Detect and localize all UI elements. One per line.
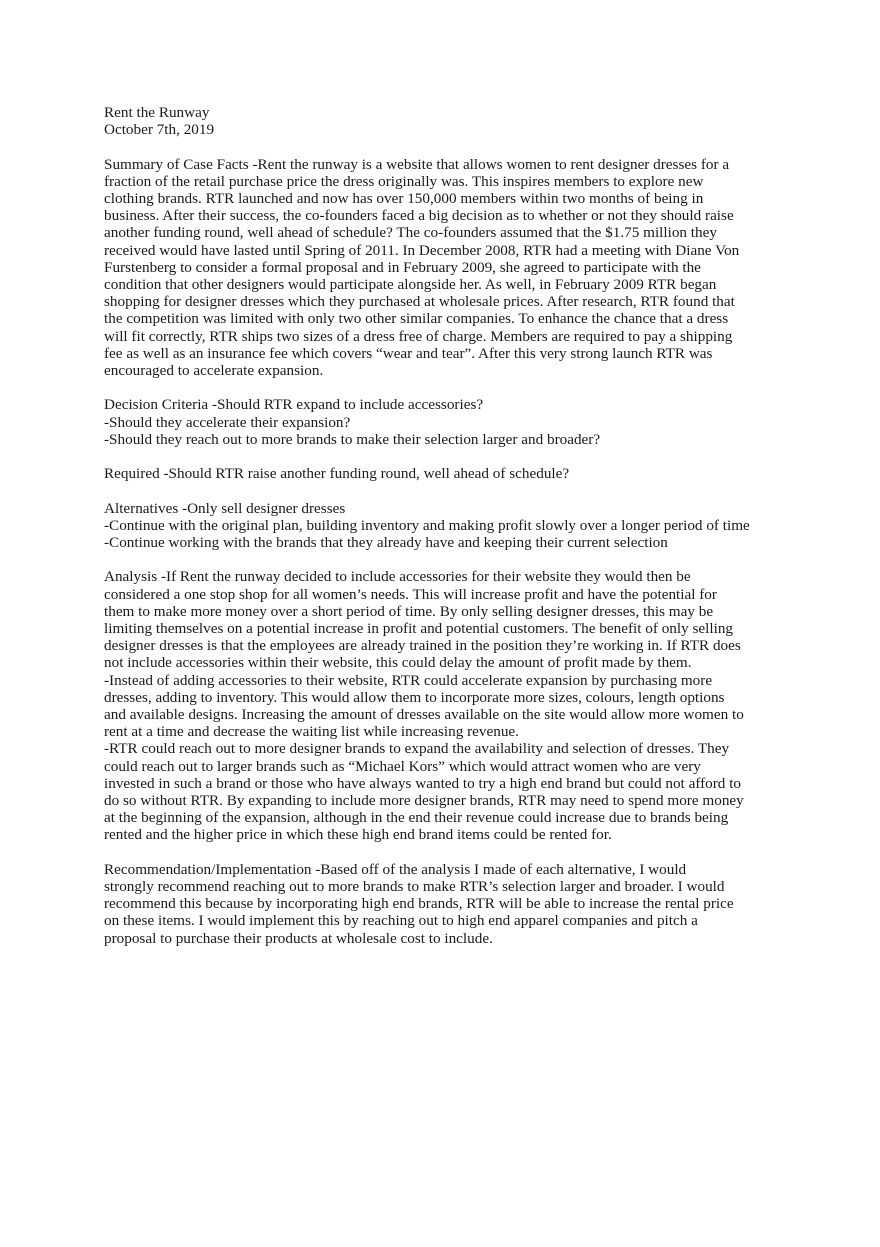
section-summary-of-case-facts [104,156,794,380]
text-line: business. After their success, the co-founders faced a big decision as to whether or not they should raise [104,207,734,225]
section-recommendation-implementation [104,861,794,947]
text-line: Alternatives -Only sell designer dresses [104,499,346,517]
text-line: Summary of Case Facts -Rent the runway is a website that allows women to rent designer dresses for a [104,155,730,173]
text-line: received would have lasted until Spring of 2011. In December 2008, RTR had a meeting with Diane Von [104,241,740,259]
text-line: proposal to purchase their products at wholesale cost to include. [104,929,493,947]
text-line: condition that other designers would participate alongside her. As well, in February 2009 RTR began [104,276,717,294]
text-line: Furstenberg to consider a formal proposal and in February 2009, she agreed to participate with the [104,258,701,276]
section-required [104,465,794,482]
text-line: considered a one stop shop for all women’s needs. This will increase profit and have the potential for [104,585,717,603]
text-line: Recommendation/Implementation -Based off of the analysis I made of each alternative, I would [104,860,687,878]
section-decision-criteria [104,396,794,448]
document-page [104,104,794,947]
text-line: -Instead of adding accessories to their website, RTR could accelerate expansion by purchasing more [104,671,713,689]
text-line: do so without RTR. By expanding to include more designer brands, RTR may need to spend more money [104,792,744,810]
text-line: recommend this because by incorporating high end brands, RTR will be able to increase the rental price [104,895,734,913]
section-analysis [104,568,794,843]
document-date: October 7th, 2019 [104,121,215,139]
section-alternatives [104,500,794,552]
text-line: invested in such a brand or those who have always wanted to try a high end brand but could not afford to [104,774,742,792]
text-line: encouraged to accelerate expansion. [104,362,324,380]
text-line: them to make more money over a short period of time. By only selling designer dresses, this may be [104,602,714,620]
text-line: clothing brands. RTR launched and now has over 150,000 members within two months of being in [104,190,704,207]
document-body [104,156,794,947]
text-line: not include accessories within their website, this could delay the amount of profit made by them. [104,654,692,672]
text-line: dresses, adding to inventory. This would allow them to incorporate more sizes, colours, length options [104,688,725,706]
text-line: rented and the higher price in which these high end brand items could be rented for. [104,826,612,844]
text-line: -Should they accelerate their expansion? [104,413,351,431]
text-line: fraction of the retail purchase price the dress originally was. This inspires members to explore new [104,172,704,190]
text-line: the competition was limited with only two other similar companies. To enhance the chance that a dress [104,310,729,328]
text-line: at the beginning of the expansion, although in the end their revenue could increase due to brands being [104,809,729,827]
text-line: rent at a time and decrease the waiting list while increasing revenue. [104,723,519,741]
text-line: could reach out to larger brands such as “Michael Kors” which would attract women who are very [104,757,701,775]
text-line: -Should they reach out to more brands to make their selection larger and broader? [104,430,601,448]
text-line: designer dresses is that the employees are already trained in the position they’re working in. If RTR does [104,637,741,655]
text-line: limiting themselves on a potential increase in profit and potential customers. The benefit of only selling [104,620,734,638]
document-title: Rent the Runway [104,104,210,121]
text-line: -Continue with the original plan, building inventory and making profit slowly over a longer period of time [104,516,750,534]
text-line: Required -Should RTR raise another funding round, well ahead of schedule? [104,465,570,483]
text-line: Analysis -If Rent the runway decided to include accessories for their website they would then be [104,568,691,586]
text-line: -Continue working with the brands that they already have and keeping their current selection [104,534,668,552]
text-line: -RTR could reach out to more designer brands to expand the availability and selection of dresses. They [104,740,730,758]
text-line: will fit correctly, RTR ships two sizes of a dress free of charge. Members are required to pay a shipping [104,327,733,345]
text-line: strongly recommend reaching out to more brands to make RTR’s selection larger and broader. I would [104,878,725,896]
text-line: shopping for designer dresses which they purchased at wholesale prices. After research, RTR found that [104,293,735,311]
document-header [104,104,794,138]
text-line: another funding round, well ahead of schedule? The co-founders assumed that the $1.75 million they [104,224,717,242]
text-line: fee as well as an insurance fee which covers “wear and tear”. After this very strong launch RTR was [104,344,713,362]
text-line: and available designs. Increasing the amount of dresses available on the site would allow more women to [104,706,744,724]
text-line: on these items. I would implement this by reaching out to high end apparel companies and pitch a [104,912,698,930]
text-line: Decision Criteria -Should RTR expand to include accessories? [104,396,484,414]
